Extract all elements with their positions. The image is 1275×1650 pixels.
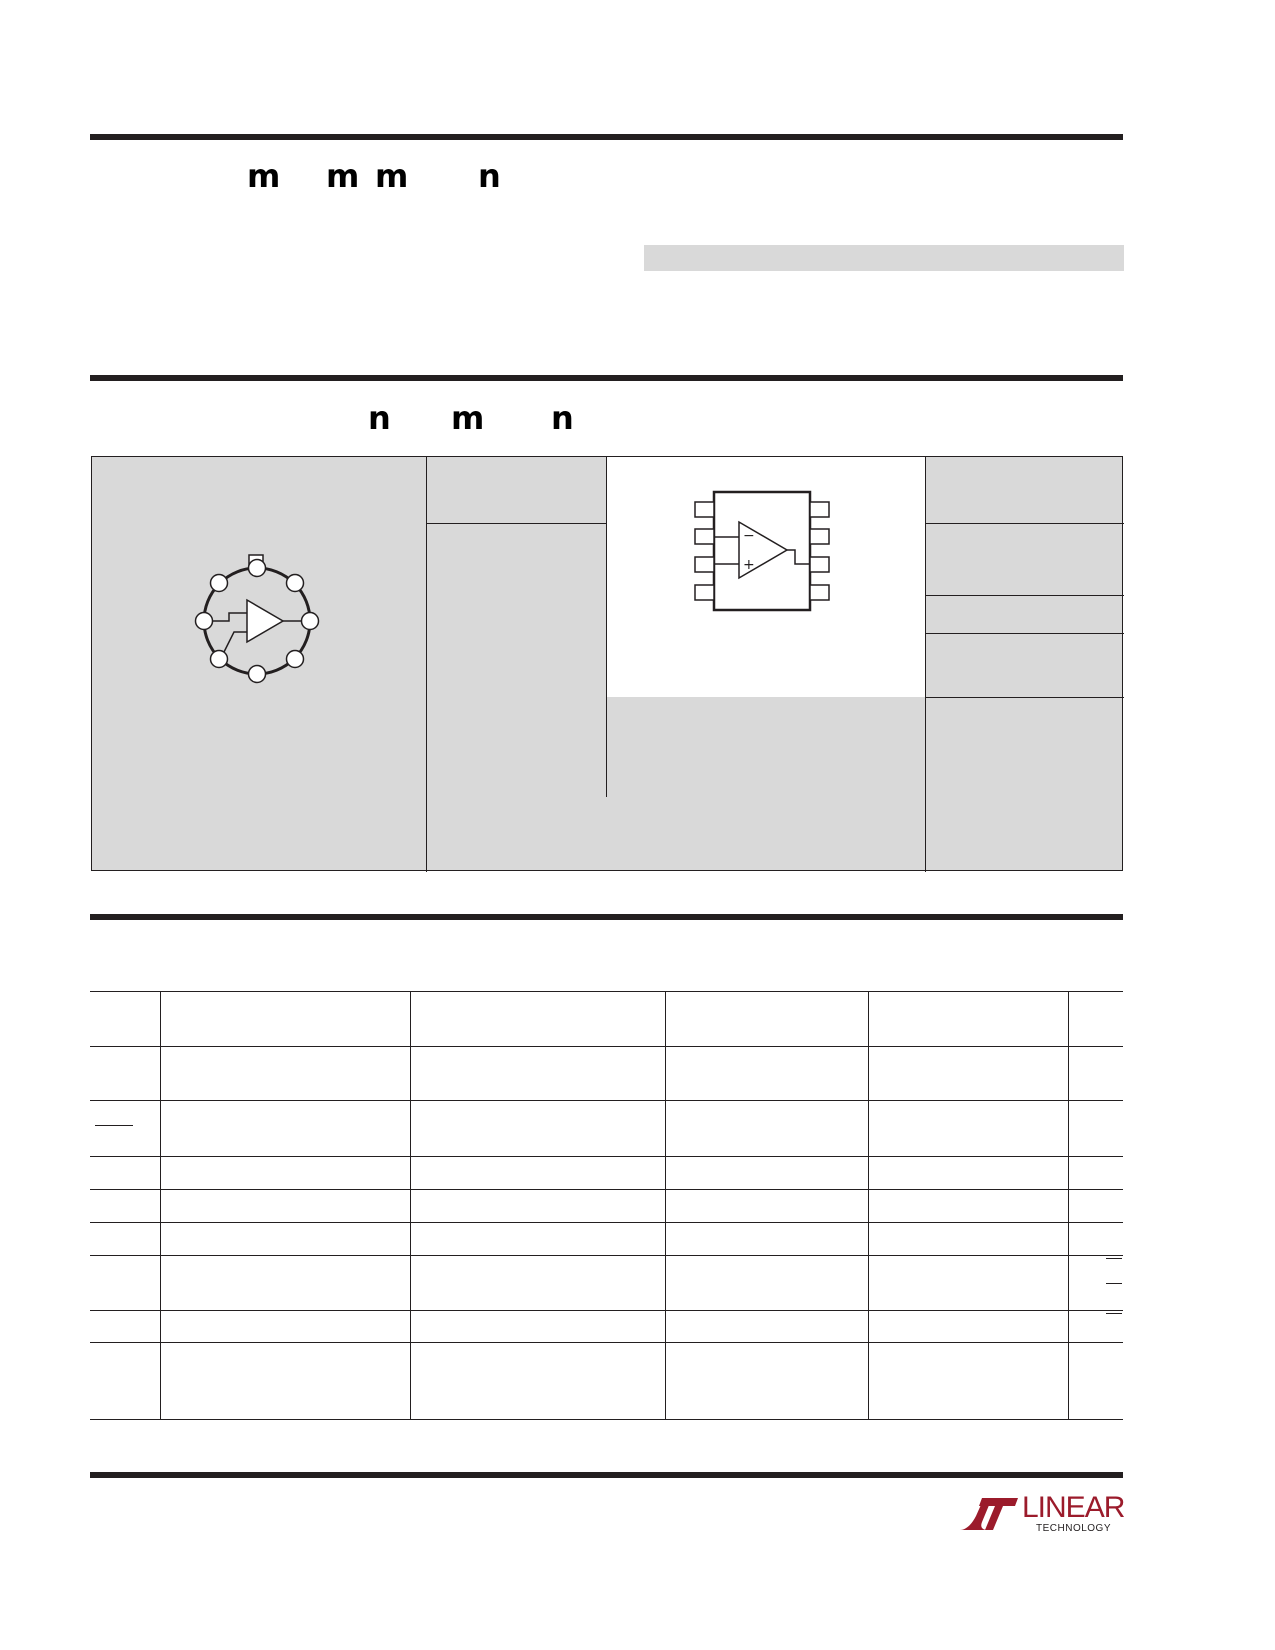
dip-package-diagram	[689, 487, 839, 617]
table-row	[90, 1189, 1123, 1190]
divider	[925, 697, 1124, 698]
column-divider	[1068, 991, 1069, 1420]
divider	[426, 523, 606, 524]
section-rule-top	[90, 134, 1123, 140]
column-divider	[665, 991, 666, 1420]
logo-word-linear: LINEAR	[1022, 1491, 1125, 1524]
overline-mark	[1106, 1313, 1122, 1314]
bullet-glyph: m	[451, 399, 485, 437]
table-border	[90, 991, 1123, 992]
bullet-glyph: n	[368, 399, 391, 437]
divider	[925, 595, 1124, 596]
divider	[606, 457, 607, 797]
section-rule-lower	[90, 914, 1123, 920]
column-divider	[868, 991, 869, 1420]
metal-can-package-diagram	[187, 552, 327, 687]
table-row	[90, 1156, 1123, 1157]
logo-word-technology: TECHNOLOGY	[1036, 1523, 1112, 1534]
table-row	[90, 1419, 1123, 1420]
lt-logo-mark	[958, 1494, 1020, 1534]
bullet-glyph: m	[375, 157, 409, 195]
bullet-glyph: n	[551, 399, 574, 437]
divider	[925, 523, 1124, 524]
column-divider	[410, 991, 411, 1420]
pin-configuration-table	[91, 456, 1123, 871]
shaded-title-bar	[644, 245, 1124, 271]
divider	[426, 457, 427, 872]
table-row	[90, 1310, 1123, 1311]
table-row	[90, 1255, 1123, 1256]
bullet-glyph: m	[326, 157, 360, 195]
overline-mark	[1106, 1283, 1122, 1284]
linear-technology-logo	[958, 1492, 1126, 1538]
electrical-characteristics-table	[90, 991, 1123, 1420]
opamp-plus-label: +	[743, 557, 755, 573]
divider	[925, 457, 926, 872]
section-rule-middle	[90, 375, 1123, 381]
overline-mark	[95, 1125, 133, 1126]
bullet-glyph: n	[478, 157, 501, 195]
table-row	[90, 1046, 1123, 1047]
table-row	[90, 1100, 1123, 1101]
table-row	[90, 1222, 1123, 1223]
table-row	[90, 1342, 1123, 1343]
column-divider	[160, 991, 161, 1420]
divider	[925, 633, 1124, 634]
section-rule-footer	[90, 1472, 1123, 1478]
opamp-minus-label: −	[743, 528, 755, 544]
bullet-glyph: m	[247, 157, 281, 195]
overline-mark	[1106, 1258, 1122, 1259]
